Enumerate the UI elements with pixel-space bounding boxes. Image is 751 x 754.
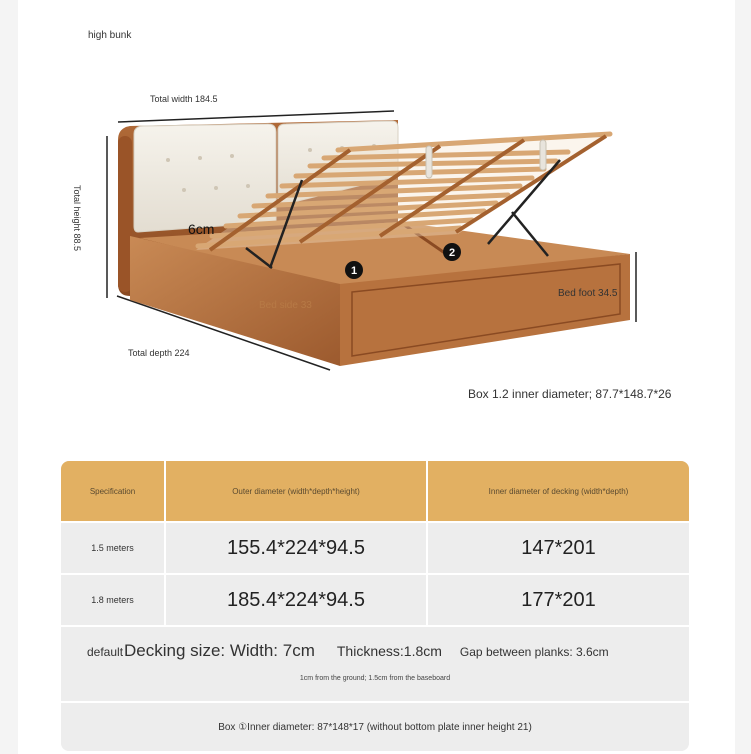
- row-outer: 185.4*224*94.5: [227, 588, 365, 611]
- row-inner: 147*201: [521, 536, 596, 559]
- header-outer-diameter: Outer diameter (width*depth*height): [232, 486, 360, 496]
- svg-text:1: 1: [350, 265, 358, 277]
- header-inner-diameter: Inner diameter of decking (width*depth): [488, 486, 629, 496]
- total-width-label: Total width 184.5: [150, 94, 218, 104]
- bed-side-label: Bed side 33: [259, 300, 312, 311]
- box-inner-diameter-note: Box 1.2 inner diameter; 87.7*148.7*26: [468, 387, 672, 401]
- page-subtitle: high bunk: [88, 30, 132, 41]
- plank-width-label: 6cm: [188, 221, 215, 237]
- box-info-row: [61, 703, 689, 751]
- total-height-label: Total height 88.5: [72, 185, 82, 252]
- decking-gap: Gap between planks: 3.6cm: [459, 645, 609, 659]
- table-row: [61, 523, 689, 573]
- compartment-marker-2: [443, 243, 461, 261]
- svg-text:2: 2: [448, 247, 456, 259]
- width-dimension-line: [118, 111, 394, 122]
- decking-note: 1cm from the ground; 1.5cm from the baseboard: [299, 675, 451, 682]
- compartment-marker-1: [345, 261, 363, 279]
- box1-inner-diameter: Box ①Inner diameter: 87*148*17 (without bottom plate inner height 21): [218, 721, 532, 733]
- table-row: [61, 575, 689, 625]
- row-spec: 1.8 meters: [91, 595, 134, 605]
- row-outer: 155.4*224*94.5: [227, 536, 365, 559]
- decking-size: Decking size: Width: 7cm: [124, 641, 315, 660]
- decking-info-row: [61, 627, 689, 701]
- bed-foot-label: Bed foot 34.5: [558, 288, 618, 299]
- table-header: [61, 461, 689, 521]
- spec-table: [61, 461, 689, 751]
- decking-thickness: Thickness:1.8cm: [336, 643, 442, 659]
- total-depth-label: Total depth 224: [128, 348, 190, 358]
- row-spec: 1.5 meters: [91, 543, 134, 553]
- row-inner: 177*201: [521, 588, 596, 611]
- decking-default-label: default: [87, 645, 124, 659]
- decking-specs: [87, 641, 609, 661]
- headboard-left-post: [118, 136, 132, 292]
- header-specification: Specification: [89, 486, 136, 496]
